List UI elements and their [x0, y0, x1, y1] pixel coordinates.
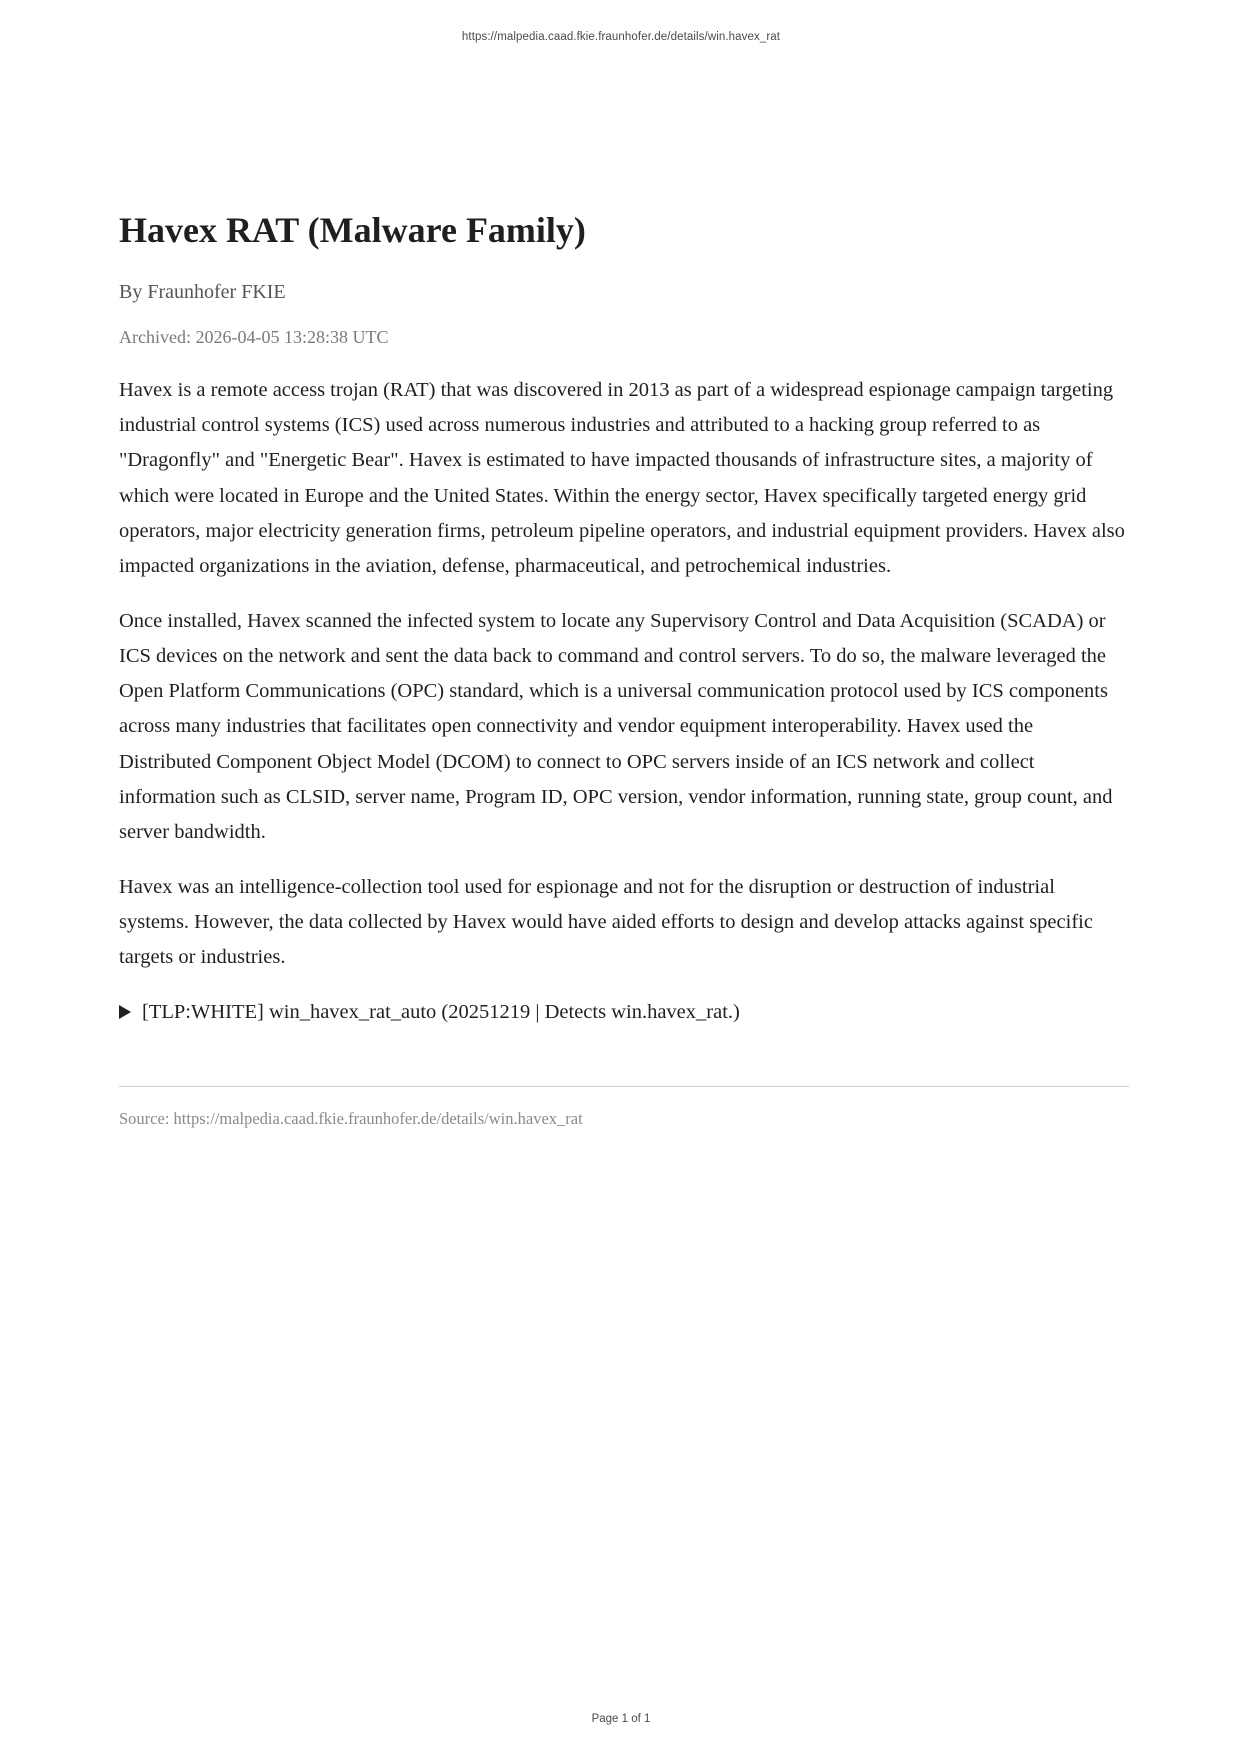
yara-rule-details-toggle[interactable] [119, 998, 1129, 1026]
divider [119, 1086, 1129, 1087]
details-summary-label[interactable]: [TLP:WHITE] win_havex_rat_auto (20251219 | Detects win.havex_rat.) [142, 1000, 740, 1023]
source-line: Source: https://malpedia.caad.fkie.fraunhofer.de/details/win.havex_rat [119, 1108, 583, 1128]
paragraph-purpose: Havex was an intelligence-collection tool used for espionage and not for the disruption or destruction of industrial systems. However, the data collected by Havex would have aided efforts to design and develop attacks against specific targets or industries. [119, 875, 1093, 969]
author-byline: By Fraunhofer FKIE [119, 281, 286, 304]
paragraph-behavior: Once installed, Havex scanned the infected system to locate any Supervisory Control and Data Acquisition (SCADA) or ICS devices on the network and sent the data back to command and control servers. To do so, the malware leveraged the Open Platform Communications (OPC) standard, which is a universal communication protocol used by ICS components across many industries that facilitates open connectivity and vendor equipment interoperability. Havex used the Distributed Component Object Model (DCOM) to connect to OPC servers inside of an ICS network and collect information such as CLSID, server name, Program ID, OPC version, vendor information, running state, group count, and server bandwidth. [119, 609, 1113, 844]
disclosure-triangle-icon[interactable] [119, 1005, 131, 1019]
archived-timestamp: Archived: 2026-04-05 13:28:38 UTC [119, 327, 389, 348]
page-title: Havex RAT (Malware Family) [119, 210, 586, 250]
paragraph-intro: Havex is a remote access trojan (RAT) that was discovered in 2013 as part of a widespread espionage campaign targeting industrial control systems (ICS) used across numerous industries and attributed to a hacking group referred to as "Dragonfly" and "Energetic Bear". Havex is estimated to have impacted thousands of infrastructure sites, a majority of which were located in Europe and the United States. Within the energy sector, Havex specifically targeted energy grid operators, major electricity generation firms, petroleum pipeline operators, and industrial equipment providers. Havex also impacted organizations in the aviation, defense, pharmaceutical, and petrochemical industries. [119, 378, 1125, 578]
article [119, 210, 1129, 1129]
page-header-url: https://malpedia.caad.fkie.fraunhofer.de/details/win.havex_rat [461, 31, 781, 43]
page-number: Page 1 of 1 [591, 1713, 651, 1725]
